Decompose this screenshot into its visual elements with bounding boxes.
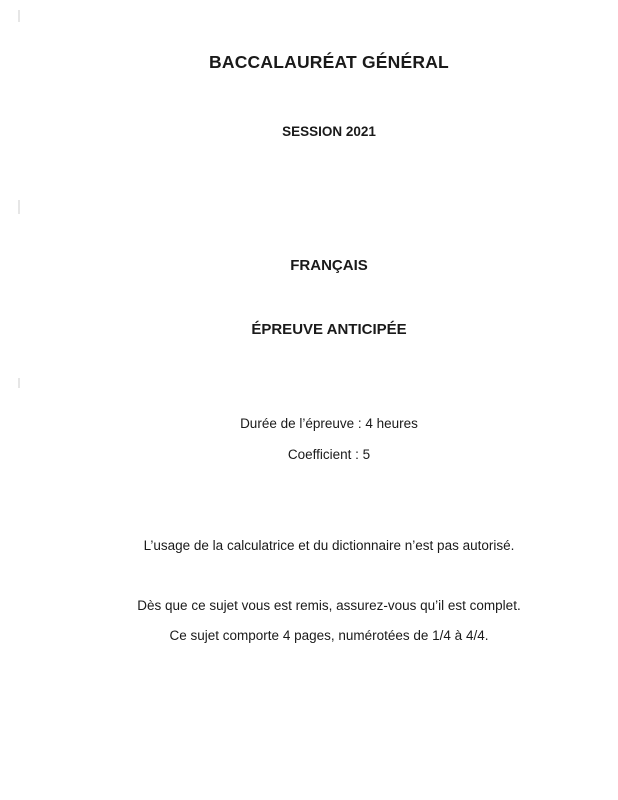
- exam-coefficient: Coefficient : 5: [287, 447, 371, 462]
- page-count-note: Ce sujet comporte 4 pages, numérotées de 1/4 à 4/4.: [169, 628, 489, 643]
- scan-mark: [18, 378, 20, 388]
- scan-mark: [18, 200, 20, 214]
- exam-type: ÉPREUVE ANTICIPÉE: [251, 321, 407, 338]
- scan-mark: [18, 10, 20, 22]
- exam-duration: Durée de l’épreuve : 4 heures: [240, 416, 418, 431]
- subject-name: FRANÇAIS: [290, 257, 368, 274]
- completeness-instruction: Dès que ce sujet vous est remis, assurez-vous qu’il est complet.: [137, 598, 521, 613]
- calculator-dictionary-rule: L’usage de la calculatrice et du dictionnaire n’est pas autorisé.: [143, 538, 515, 553]
- exam-title: BACCALAURÉAT GÉNÉRAL: [209, 52, 449, 72]
- session-year: SESSION 2021: [282, 124, 376, 139]
